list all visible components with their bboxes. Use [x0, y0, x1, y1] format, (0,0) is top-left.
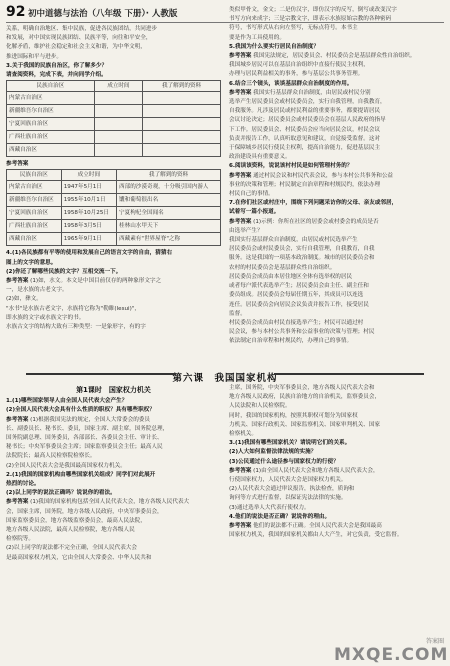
right-column-top: [229, 6, 443, 347]
question-4: 图上的文字的意思。: [6, 259, 57, 266]
watermark-top-text: 答案圈: [425, 638, 444, 645]
table-row: [7, 144, 221, 157]
answer-text: 我国实行基层群众自治制度，由居民或村民分别: [253, 89, 371, 96]
answer-text: "水书"是水族古老文字，水族将它称为"勒睢(lesui)"，: [6, 305, 140, 312]
table-header: 成立时间: [61, 170, 116, 181]
text-line: 书写方向来成字；三是宗教文字，即表示水族原始宗教的各种密码: [229, 16, 392, 23]
answer-label: 参考答案: [229, 467, 252, 474]
answer-text: (1)我国的国家机构包括全国人民代表大会，地方各级人民代表大: [30, 499, 190, 506]
left-column-top: [6, 25, 221, 332]
table-cell: 1955年10月1日: [61, 194, 116, 207]
answer-text: (1)根据我国宪法的规定，全国人大常委会的委员: [30, 416, 150, 423]
answer-text: 会，国家主席，国务院，地方各级人民政府，中央军事委员会，: [6, 508, 163, 515]
answer-label: 参考答案: [6, 278, 29, 285]
heading-rule-right: [274, 373, 424, 375]
answer-text: 办理与居民利益相关的事务，参与基层公共事务管理。: [229, 71, 364, 78]
table-cell: [143, 118, 221, 131]
table-cell: 1965年9月1日: [61, 233, 116, 246]
answer-text: 下工作。居民委员会、村民委员会应当向居民会议，村民会议: [229, 126, 381, 133]
answer-text: 于保障城乡居民行使民主权利，提高自治能力，促进基层民主: [229, 145, 381, 152]
table-row: [7, 194, 221, 207]
answer-text: (3)通过选举人大代表行使权力。: [229, 504, 310, 511]
question-7-sub: 试着写一篇小报道。: [229, 209, 280, 216]
table-cell: 1958年10月25日: [61, 207, 116, 220]
answer-text: 村民自己的事情。: [229, 191, 274, 198]
answer-text: (2)人民代表大会通过审议报告，执法检查，质询和: [229, 486, 355, 493]
answer-text: 自我服务。凡涉及居民或村民利益的重要事务，都要提请居民: [229, 108, 381, 115]
table-cell: 宁夏回族自治区: [7, 207, 62, 220]
answer-text: 由选举产生？: [229, 227, 263, 234]
answer-label: 参考答案: [6, 161, 29, 168]
answer-text: (1)由全国人民代表大会和地方各级人民代表大会，: [253, 467, 379, 474]
answer-text: 选举产生居民委员会或村民委员会，实行自我管理，自我教育，: [229, 99, 386, 106]
table-cell: 西藏素有"世界屋脊"之称: [117, 233, 221, 246]
question-6: 6.结合三个镜头，谈谈基层群众自治制度的作用。: [229, 80, 353, 87]
table-row: [7, 131, 221, 144]
answer-table: [6, 169, 221, 246]
text-line: 检察机关。: [229, 431, 257, 438]
answer-text: 水族古文字的结构大致有三种类型：一是象形字，有的字: [6, 324, 146, 331]
question-1b: (2)全国人民代表大会具有什么性质的职权？具有哪些职权？: [6, 407, 155, 414]
answer-text: 行使国家权力，人民代表大会是国家权力机关。: [229, 477, 347, 484]
table-cell: 广西壮族自治区: [7, 131, 95, 144]
table-cell: 新疆维吾尔自治区: [7, 194, 62, 207]
answer-text: (1)示例：你所在社区的居委会或村委会的成员是否: [253, 218, 379, 225]
answer-text: 国家权力机关，我国的国家机关都由人大产生，对它负责，受它监督。: [229, 532, 403, 539]
answer-text: 连任。居民委员会向居民会议负责并报告工作，接受居民: [229, 301, 369, 308]
table-cell: 内蒙古自治区: [7, 92, 95, 105]
left-column-bottom: [6, 384, 221, 563]
answer-text: 我国宪法规定，居民委员会、村民委员会是基层群众性自治组织。: [253, 53, 416, 60]
table-cell: 新疆维吾尔自治区: [7, 105, 95, 118]
answer-text: 国家监察委员会，地方各级监察委员会，最高人民法院，: [6, 517, 146, 524]
table-cell: 宁夏回族自治区: [7, 118, 95, 131]
answer-text: 会议讨论决定；居民委员会或村民委员会在基层人民政府的指导: [229, 117, 386, 124]
table-row: [7, 181, 221, 194]
text-line: 符号，书写形式从右向左竖写，无标点符号。本书主: [229, 25, 358, 32]
answer-text: 村民委员会成员由村民直接选举产生；村民可以通过村: [229, 319, 364, 326]
answer-text: 一，是水族的古老文字。: [6, 287, 68, 294]
answer-text: 国务院副总理、国务委员，各部部长、各委员会主任、审计长、: [6, 435, 163, 442]
text-line: 主席，国务院，中央军事委员会，地方各级人民代表大会和: [229, 385, 375, 391]
right-column-bottom: [229, 384, 443, 540]
table-row: [7, 92, 221, 105]
intro-line: 化解矛盾，维护社会稳定和社会主义和谐，为中华文明，: [6, 44, 146, 51]
question-2c: (2)以上同学的说法正确吗？说说你的看法。: [6, 490, 116, 497]
table-cell: [94, 144, 142, 157]
text-line: 地方各级人民政府，民族自治地方的自治机关，监察委员会，: [229, 394, 381, 401]
page-number: 92: [6, 4, 26, 20]
table-row: [7, 233, 221, 246]
table-cell: 西藏自治区: [7, 233, 62, 246]
answer-text: 我国实行基层群众自治制度，由居民或村民选举产生: [229, 237, 358, 244]
table-cell: 1958年3月5日: [61, 220, 116, 233]
table-cell: [94, 105, 142, 118]
answer-text: 地方各级人民法院，最高人民检察院，地方各级人民: [6, 527, 135, 534]
question-2: 2.(1)我国的国家机构由哪些国家机关组成？同学们对此展开: [6, 471, 156, 478]
answer-text: (1)如，水文。本文是中国目前仅存的两种象形文字之: [30, 278, 162, 285]
question-3: 3.(1)我国有哪些国家机关？请说明它们的关系。: [229, 440, 351, 447]
answer-label: 参考答案: [229, 89, 252, 96]
answer-text: 是最高国家权力机关，它由全国人大常委会、中华人民共和: [6, 554, 152, 561]
table-header: 成立时间: [94, 81, 142, 92]
question-4: 4.(1)各民族都有平等的使用和发展自己的语言文字的自由，猜猜右: [6, 250, 173, 257]
answer-text: 长、副委员长、秘书长、委员，国家主席、副主席，国务院总理，: [6, 425, 169, 432]
question-3b: (2)人大如何监督法律法规的实施？: [229, 449, 317, 456]
question-2b: 热烈的讨论。: [6, 481, 40, 488]
answer-text: 秘书长；中央军事委员会主席；国家监察委员会主任；最高人民: [6, 444, 163, 451]
answer-text: 居民委员会成员由本居住地区全体有选举权的居民: [229, 273, 353, 280]
answer-label: 参考答案: [229, 172, 252, 179]
answer-label: 参考答案: [229, 53, 252, 60]
table-header: 我了解到的资料: [117, 170, 221, 181]
answer-label: 参考答案: [229, 523, 252, 530]
heading-rule-left: [26, 373, 176, 375]
answer-text: 或者每户派代表选举产生；居民委员会由主任、副主任和: [229, 283, 369, 290]
question-7: 7.在你们社区或村庄中，围绕下列问题采访你的父母、亲友或邻居，: [229, 200, 398, 207]
watermark-main-text: MXQE.COM: [334, 645, 449, 665]
answer-text: 他们的说法都不正确。全国人民代表大会是我国最高: [253, 523, 382, 530]
question-1: 1.(1)哪些国家领导人由全国人民代表大会产生？: [6, 398, 128, 405]
answer-text: 检察院等。: [6, 536, 34, 543]
answer-text: 服务。这是我国的一项基本政治制度。城市的居民委员会和: [229, 255, 375, 262]
answer-text: 即水族的文字或水族文字的书。: [6, 314, 85, 321]
text-line: 同时，我国的国家机构，按照其职权可划分为国家权: [229, 412, 358, 419]
question-3: 3.关于我国的民族自治区，你了解多少？: [6, 62, 108, 69]
table-cell: [94, 92, 142, 105]
blank-table: [6, 80, 221, 157]
answer-text: 询问等方式进行监督，以保证宪法法律的实施。: [229, 495, 347, 502]
question-4: 4.他们的说法是否正确？说说你的理由。: [229, 513, 331, 520]
table-cell: 内蒙古自治区: [7, 181, 62, 194]
answer-text: 通过村民会议和村民代表会议，参与本村公共事务和公益: [253, 172, 394, 179]
table-cell: 西藏自治区: [7, 144, 95, 157]
answer-text: (2)全国人民代表大会是我国最高国家权力机关。: [6, 462, 126, 469]
intro-line: 推进国际和平与进步。: [6, 53, 62, 60]
table-row: [7, 220, 221, 233]
question-3-instruction: 请查阅资料，完成下表，并向同学介绍。: [6, 72, 107, 79]
answer-text: 负责并报告工作，认真听取意见和建议，自觉接受监督。这对: [229, 135, 381, 142]
answer-text: 事业的决策和管理；村民制定自治章程和村规民约，依法办理: [229, 181, 381, 188]
text-line: 要是作为工具使用的。: [229, 34, 285, 41]
table-cell: 1947年5月1日: [61, 181, 116, 194]
section-subtitle: 第1课时 国家权力机关: [76, 386, 151, 394]
answer-text: 监督。: [229, 310, 246, 317]
text-line: 人民法院和人民检察院。: [229, 403, 291, 410]
answer-text: (2)如，彝文。: [6, 296, 42, 303]
table-header: 民族自治区: [7, 170, 62, 181]
watermark-logo: [334, 636, 449, 665]
answer-text: (2)以上同学的说法都不完全正确，全国人民代表大会: [6, 545, 137, 552]
table-cell: 宁夏枸杞全国闻名: [117, 207, 221, 220]
answer-text: 委员组成。居民委员会每届任期五年，其成员可以连选: [229, 292, 364, 299]
table-cell: [143, 105, 221, 118]
answer-text: 民会议，参与本村公共事务和公益事业的决策与管理；村民: [229, 329, 375, 336]
table-cell: 馕和葡萄很出名: [117, 194, 221, 207]
table-cell: 桂林山水甲天下: [117, 220, 221, 233]
answer-text: 农村的村民委员会是基层群众性自治组织。: [229, 264, 336, 271]
table-row: [7, 207, 221, 220]
table-cell: [143, 92, 221, 105]
answer-label: 参考答案: [6, 499, 29, 506]
question-explore: 6.阅读该资料，说说该村村民是如何管理村务的？: [229, 163, 353, 170]
answer-text: 我国城乡居民可以在基层自治组织中直接行使民主权利，: [229, 62, 369, 69]
table-header: 民族自治区: [7, 81, 95, 92]
question-3c: (3)公民通过什么途径参与国家权力的行使？: [229, 458, 339, 465]
table-cell: [94, 131, 142, 144]
answer-text: 依法制定自治章程和村规民约，办理自己的事情。: [229, 338, 353, 345]
question-4: (2)你还了解哪些民族的文字？互相交流一下。: [6, 268, 122, 275]
table-cell: [143, 131, 221, 144]
answer-text: 居民委员会或村民委员会，实行自我管理，自我教育，自我: [229, 246, 375, 253]
intro-line: 关系，明确自治地区、集中民族，促进各民族团结，共同进步: [6, 26, 158, 32]
table-cell: 西部的沙漠奇观，十分吸引国内游人: [117, 181, 221, 194]
table-cell: [143, 144, 221, 157]
table-row: [7, 118, 221, 131]
table-header: 我了解到的资料: [143, 81, 221, 92]
text-line: 类似甲骨文，金文；二是仿汉字，即仿汉字的反写，倒写或改变汉字: [229, 7, 397, 13]
table-cell: [94, 118, 142, 131]
table-cell: 广西壮族自治区: [7, 220, 62, 233]
answer-text: 法院院长；最高人民检察院检察长。: [6, 453, 96, 460]
table-row: [7, 105, 221, 118]
lesson-title: 第六课 我国国家机构: [172, 373, 278, 384]
intro-line: 和发展，对中国实现民族团结、民族平等，向往和平安全，: [6, 35, 152, 42]
text-line: 力机关、国家行政机关、国家监察机关、国家审判机关、国家: [229, 421, 381, 428]
book-title: 初中道德与法治（八年级 下册）· 人教版: [28, 9, 178, 19]
answer-label: 参考答案: [229, 218, 252, 225]
answer-label: 参考答案: [6, 416, 29, 423]
lesson-heading: [6, 366, 444, 384]
answer-text: 政治建设具有重要意义。: [229, 154, 291, 161]
question-5: 5.我国为什么要实行居民自治制度？: [229, 43, 319, 50]
